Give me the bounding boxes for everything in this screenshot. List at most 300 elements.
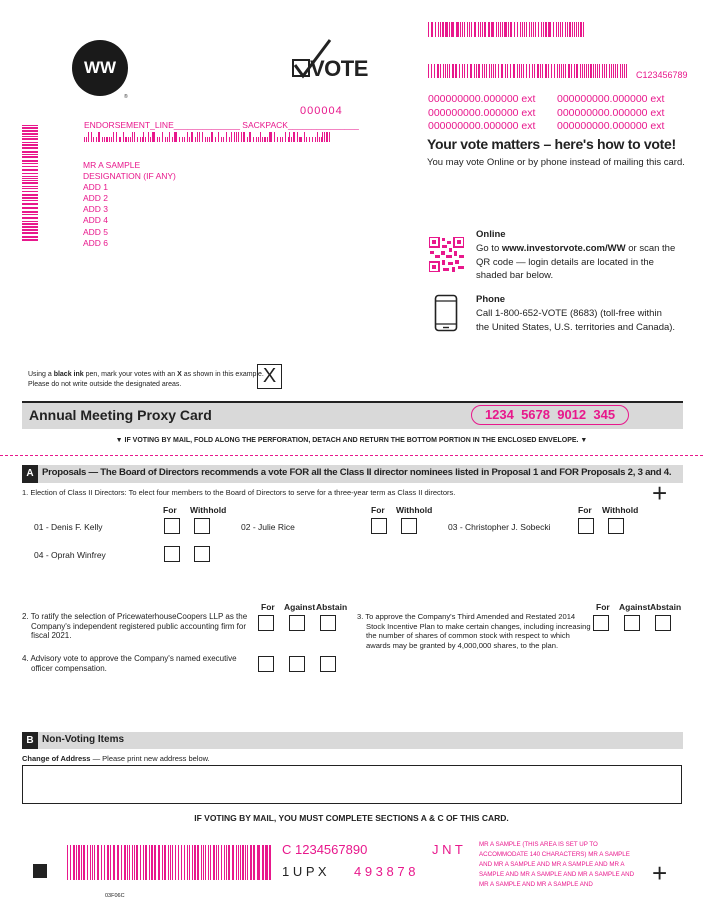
barcode-bar — [495, 64, 496, 78]
barcode-bar — [604, 64, 605, 78]
barcode-bar — [22, 200, 38, 201]
barcode-bar — [443, 64, 444, 78]
barcode-bar — [218, 845, 219, 880]
barcode-bar — [319, 137, 320, 143]
barcode-bar — [172, 137, 173, 143]
barcode-bar — [293, 132, 294, 142]
barcode-bar — [150, 137, 151, 143]
barcode-bar — [265, 845, 266, 880]
barcode-bar — [462, 64, 463, 78]
col-abstain: Abstain — [316, 602, 348, 612]
barcode-bar — [198, 845, 199, 880]
barcode-bar — [317, 132, 318, 142]
barcode-bar — [475, 22, 476, 37]
address-line: ADD 5 — [83, 226, 109, 237]
barcode-bar — [590, 64, 591, 78]
barcode-bar — [452, 22, 453, 37]
section-a-letter: A — [22, 465, 38, 483]
barcode-bar — [545, 64, 546, 78]
footer-jnt: J N T — [432, 842, 463, 857]
second-barcode — [428, 64, 628, 78]
new-address-field[interactable] — [22, 765, 682, 804]
barcode-bar — [617, 64, 618, 78]
barcode-bar — [157, 137, 158, 143]
barcode-bar — [480, 22, 481, 37]
barcode-bar — [489, 64, 490, 78]
barcode-bar — [260, 132, 261, 142]
barcode-bar — [299, 137, 300, 143]
barcode-bar — [471, 22, 472, 37]
barcode-bar — [202, 132, 203, 142]
barcode-bar — [445, 22, 446, 37]
barcode-bar — [22, 166, 38, 167]
barcode-bar — [478, 64, 479, 78]
barcode-bar — [67, 845, 68, 880]
barcode-bar — [545, 22, 546, 37]
barcode-bar — [22, 180, 38, 181]
barcode-bar — [438, 22, 439, 37]
barcode-bar — [548, 22, 549, 37]
barcode-bar — [22, 156, 38, 158]
phone-title: Phone — [476, 294, 506, 305]
barcode-bar — [613, 64, 614, 78]
barcode-bar — [517, 22, 518, 37]
barcode-bar — [300, 137, 301, 143]
barcode-bar — [522, 22, 523, 37]
must-complete-note: IF VOTING BY MAIL, YOU MUST COMPLETE SECTIONS A & C OF THIS CARD. — [194, 813, 509, 823]
barcode-bar — [541, 22, 542, 37]
nominee-02-withhold-checkbox[interactable] — [401, 518, 417, 534]
barcode-bar — [513, 64, 514, 78]
address-line: MR A SAMPLE — [83, 160, 141, 170]
barcode-bar — [488, 22, 489, 37]
barcode-bar — [175, 845, 176, 880]
barcode-bar — [606, 64, 607, 78]
barcode-bar — [498, 22, 499, 37]
col-abstain: Abstain — [650, 602, 682, 612]
proposal-4-for-checkbox[interactable] — [258, 656, 274, 672]
barcode-bar — [253, 845, 255, 880]
barcode-bar — [182, 137, 183, 143]
barcode-bar — [510, 22, 511, 37]
barcode-bar — [22, 236, 38, 238]
barcode-bar — [245, 845, 246, 880]
barcode-bar — [134, 132, 135, 142]
barcode-bar — [158, 845, 160, 880]
barcode-bar — [247, 137, 248, 143]
p4-line: 4. Advisory vote to approve the Company's named executive — [22, 654, 237, 663]
barcode-bar — [226, 845, 228, 880]
barcode-bar — [549, 22, 550, 37]
barcode-bar — [542, 64, 543, 78]
barcode-bar — [432, 22, 433, 37]
barcode-bar — [104, 845, 106, 880]
barcode-bar — [197, 845, 198, 880]
barcode-bar — [326, 132, 327, 142]
barcode-bar — [568, 64, 569, 78]
barcode-bar — [130, 137, 131, 143]
col-against: Against — [619, 602, 651, 612]
barcode-bar — [143, 845, 145, 880]
barcode-bar — [189, 137, 190, 143]
barcode-bar — [209, 137, 210, 143]
proposal-4-against-checkbox[interactable] — [289, 656, 305, 672]
barcode-bar — [553, 22, 554, 37]
barcode-bar — [519, 64, 520, 78]
barcode-bar — [452, 64, 453, 78]
barcode-bar — [143, 132, 144, 142]
barcode-bar — [169, 132, 170, 142]
barcode-bar — [213, 845, 215, 880]
barcode-bar — [201, 845, 202, 880]
barcode-bar — [232, 845, 234, 880]
section-a-title: Proposals — The Board of Directors recommends a vote FOR all the Class II director nominees listed in Proposal 1 and FOR Proposals 2, 3 and 4. — [42, 467, 672, 478]
address-line: DESIGNATION (IF ANY) — [83, 171, 176, 182]
barcode-bar — [228, 845, 230, 880]
proposal-2-for-checkbox[interactable] — [258, 615, 274, 631]
barcode-bar — [240, 845, 241, 880]
barcode-bar — [529, 22, 530, 37]
card-title: Annual Meeting Proxy Card — [29, 407, 212, 423]
barcode-bar — [117, 845, 119, 880]
bottom-barcode — [67, 845, 272, 880]
barcode-bar — [148, 132, 149, 142]
barcode-bar — [602, 64, 603, 78]
section-b-title: Non-Voting Items — [42, 734, 125, 745]
barcode-bar — [514, 64, 515, 78]
ext-col-2 — [557, 93, 664, 134]
barcode-bar — [208, 845, 209, 880]
barcode-bar — [215, 137, 216, 143]
barcode-bar — [269, 132, 270, 142]
col-for: For — [163, 505, 177, 515]
barcode-bar — [262, 137, 263, 143]
barcode-bar — [502, 22, 503, 37]
ext-line: 000000000.000000 ext — [557, 106, 665, 119]
nominee-04-for-checkbox[interactable] — [164, 546, 180, 562]
barcode-bar — [529, 64, 530, 78]
barcode-bar — [145, 845, 147, 880]
barcode-bar — [22, 133, 38, 135]
barcode-bar — [538, 64, 539, 78]
barcode-bar — [137, 137, 138, 143]
barcode-bar — [559, 64, 560, 78]
barcode-bar — [22, 227, 38, 228]
qr-code-icon — [429, 237, 464, 272]
barcode-bar — [583, 22, 584, 37]
nominee-04: 04 - Oprah Winfrey — [34, 550, 106, 560]
barcode-bar — [78, 845, 80, 880]
barcode-bar — [561, 64, 562, 78]
barcode-bar — [73, 845, 75, 880]
instr-post: as shown in this example. — [183, 371, 264, 378]
plus-mark-top: + — [652, 478, 668, 508]
barcode-bar — [226, 132, 227, 142]
barcode-bar — [329, 132, 330, 142]
proposal-4-text — [22, 654, 237, 673]
corner-square — [33, 864, 47, 878]
online-url-link[interactable]: www.investorvote.com/WW — [501, 243, 626, 254]
nominee-02-for-checkbox[interactable] — [371, 518, 387, 534]
proposal-2-text — [22, 612, 247, 641]
barcode-bar — [22, 176, 38, 177]
barcode-bar — [580, 64, 581, 78]
barcode-bar — [81, 845, 82, 880]
barcode-bar — [101, 845, 102, 880]
barcode-bar — [486, 64, 487, 78]
phone-icon — [434, 294, 458, 332]
barcode-bar — [207, 137, 208, 143]
col-withhold: Withhold — [602, 505, 639, 515]
barcode-bar — [164, 845, 166, 880]
online-instructions — [476, 242, 691, 283]
barcode-bar — [93, 137, 94, 143]
barcode-bar — [438, 64, 439, 78]
control-code: C123456789 — [636, 70, 688, 80]
barcode-bar — [129, 845, 131, 880]
barcode-bar — [504, 22, 505, 37]
barcode-bar — [609, 64, 610, 78]
barcode-bar — [22, 203, 38, 205]
nominee-01-withhold-checkbox[interactable] — [194, 518, 210, 534]
barcode-bar — [22, 239, 38, 241]
mark-instructions — [28, 370, 264, 389]
online-text-1: Go to — [476, 243, 500, 254]
barcode-bar — [22, 221, 38, 222]
barcode-bar — [565, 64, 566, 78]
barcode-bar — [502, 64, 503, 78]
barcode-bar — [571, 64, 572, 78]
barcode-bar — [533, 22, 534, 37]
barcode-bar — [291, 137, 292, 143]
postal-barcode — [84, 132, 332, 142]
barcode-bar — [474, 64, 475, 78]
barcode-bar — [258, 137, 259, 143]
barcode-bar — [159, 137, 160, 143]
barcode-bar — [22, 173, 38, 174]
barcode-bar — [599, 64, 600, 78]
barcode-bar — [22, 160, 38, 162]
proposal-3-against-checkbox[interactable] — [624, 615, 640, 631]
barcode-bar — [264, 137, 265, 143]
barcode-bar — [456, 64, 457, 78]
barcode-bar — [123, 132, 124, 142]
barcode-bar — [445, 64, 446, 78]
barcode-bar — [446, 22, 447, 37]
barcode-bar — [428, 22, 429, 37]
barcode-bar — [470, 64, 471, 78]
barcode-bar — [22, 191, 38, 192]
barcode-bar — [262, 845, 264, 880]
barcode-bar — [482, 64, 483, 78]
barcode-bar — [560, 22, 561, 37]
vote-subline: You may vote Online or by phone instead of mailing this card. — [427, 157, 685, 168]
barcode-bar — [96, 137, 97, 143]
barcode-bar — [113, 845, 115, 880]
barcode-bar — [505, 64, 506, 78]
barcode-bar — [113, 132, 114, 142]
barcode-bar — [162, 845, 163, 880]
p2-line: 2. To ratify the selection of PricewaterhouseCoopers LLP as the — [22, 612, 248, 621]
barcode-bar — [322, 132, 323, 142]
footer-upx: 1 U P X — [282, 864, 327, 879]
barcode-bar — [535, 22, 536, 37]
barcode-bar — [491, 22, 492, 37]
online-title: Online — [476, 229, 506, 240]
barcode-bar — [434, 64, 435, 78]
barcode-bar — [92, 845, 93, 880]
barcode-bar — [285, 132, 286, 142]
barcode-bar — [478, 22, 479, 37]
barcode-bar — [22, 151, 38, 153]
phone-line-1: Call 1-800-652-VOTE (8683) (toll-free within — [476, 308, 662, 319]
barcode-bar — [476, 64, 477, 78]
nominee-01-for-checkbox[interactable] — [164, 518, 180, 534]
barcode-bar — [274, 132, 275, 142]
barcode-bar — [626, 64, 627, 78]
proposal-4-abstain-checkbox[interactable] — [320, 656, 336, 672]
barcode-bar — [501, 64, 502, 78]
barcode-bar — [492, 22, 493, 37]
address-line: ADD 6 — [83, 237, 109, 248]
barcode-bar — [324, 132, 325, 142]
barcode-bar — [127, 845, 128, 880]
barcode-bar — [563, 64, 564, 78]
barcode-bar — [467, 64, 468, 78]
barcode-bar — [491, 64, 492, 78]
barcode-bar — [134, 845, 135, 880]
nominee-03-withhold-checkbox[interactable] — [608, 518, 624, 534]
barcode-bar — [507, 64, 508, 78]
barcode-bar — [611, 64, 612, 78]
barcode-bar — [517, 64, 518, 78]
barcode-bar — [22, 136, 38, 137]
barcode-bar — [247, 845, 248, 880]
barcode-bar — [181, 845, 182, 880]
ext-line: 000000000.000000 ext — [428, 93, 536, 105]
barcode-bar — [459, 64, 460, 78]
nominee-03: 03 - Christopher J. Sobecki — [448, 522, 551, 532]
proposal-2-against-checkbox[interactable] — [289, 615, 305, 631]
barcode-bar — [167, 137, 168, 143]
proposal-3-abstain-checkbox[interactable] — [655, 615, 671, 631]
barcode-bar — [86, 137, 87, 143]
barcode-bar — [231, 132, 232, 142]
barcode-bar — [165, 137, 166, 143]
barcode-bar — [22, 142, 38, 143]
barcode-bar — [464, 22, 465, 37]
barcode-bar — [102, 137, 103, 143]
barcode-bar — [580, 22, 581, 37]
barcode-bar — [241, 132, 242, 142]
ext-line: 000000000.000000 ext — [557, 93, 665, 105]
barcode-bar — [189, 845, 190, 880]
barcode-bar — [104, 137, 105, 143]
barcode-bar — [269, 845, 271, 880]
barcode-bar — [243, 132, 244, 142]
barcode-bar — [107, 845, 109, 880]
barcode-bar — [168, 845, 169, 880]
barcode-bar — [174, 132, 175, 142]
barcode-bar — [22, 163, 38, 164]
change-label: Change of Address — [22, 754, 91, 763]
change-text: — Please print new address below. — [92, 754, 210, 763]
barcode-bar — [125, 137, 126, 143]
example-mark: X — [262, 365, 277, 387]
plus-mark-bottom: + — [652, 858, 668, 888]
barcode-bar — [22, 186, 38, 188]
instructions-line-1 — [28, 370, 264, 380]
barcode-bar — [266, 845, 268, 880]
logo-text: WW — [83, 58, 117, 77]
proposal-3-for-checkbox[interactable] — [593, 615, 609, 631]
barcode-bar — [523, 64, 524, 78]
barcode-bar — [576, 22, 577, 37]
barcode-bar — [524, 22, 525, 37]
barcode-bar — [496, 22, 497, 37]
barcode-bar — [199, 132, 200, 142]
nominee-03-for-checkbox[interactable] — [578, 518, 594, 534]
ext-col-1 — [428, 93, 535, 134]
barcode-bar — [106, 137, 107, 143]
barcode-bar — [551, 64, 552, 78]
barcode-bar — [221, 137, 222, 143]
barcode-bar — [267, 137, 268, 143]
barcode-bar — [455, 64, 456, 78]
registered-mark: ® — [124, 94, 128, 100]
barcode-bar — [87, 845, 88, 880]
barcode-bar — [229, 137, 230, 143]
barcode-bar — [453, 64, 454, 78]
p3-line: Stock Incentive Plan to make certain changes, including increasing — [366, 621, 591, 631]
barcode-bar — [572, 22, 573, 37]
barcode-bar — [197, 132, 198, 142]
p4-line: officer compensation. — [31, 663, 107, 673]
instr-x: X — [177, 371, 182, 378]
barcode-bar — [484, 22, 485, 37]
barcode-bar — [277, 137, 278, 143]
sequence-number: 000004 — [300, 105, 343, 117]
instr-pre: Using a — [28, 371, 52, 378]
barcode-bar — [22, 188, 38, 189]
barcode-bar — [149, 845, 150, 880]
barcode-bar — [187, 132, 188, 142]
barcode-bar — [22, 138, 38, 140]
barcode-bar — [22, 130, 38, 132]
barcode-bar — [431, 22, 432, 37]
barcode-bar — [595, 64, 596, 78]
barcode-bar — [567, 22, 568, 37]
proposal-2-abstain-checkbox[interactable] — [320, 615, 336, 631]
nominee-04-withhold-checkbox[interactable] — [194, 546, 210, 562]
barcode-bar — [145, 137, 146, 143]
barcode-bar — [462, 22, 463, 37]
barcode-bar — [195, 137, 196, 143]
barcode-bar — [140, 845, 141, 880]
barcode-bar — [22, 197, 38, 199]
barcode-bar — [242, 845, 244, 880]
instr-bold: black ink — [53, 371, 84, 378]
barcode-bar — [91, 132, 92, 142]
barcode-bar — [22, 223, 38, 225]
address-line: ADD 2 — [83, 193, 109, 204]
barcode-bar — [321, 137, 322, 143]
barcode-bar — [224, 845, 225, 880]
barcode-bar — [554, 64, 555, 78]
barcode-bar — [194, 845, 196, 880]
barcode-bar — [234, 132, 235, 142]
proposal-3-text — [357, 612, 591, 650]
